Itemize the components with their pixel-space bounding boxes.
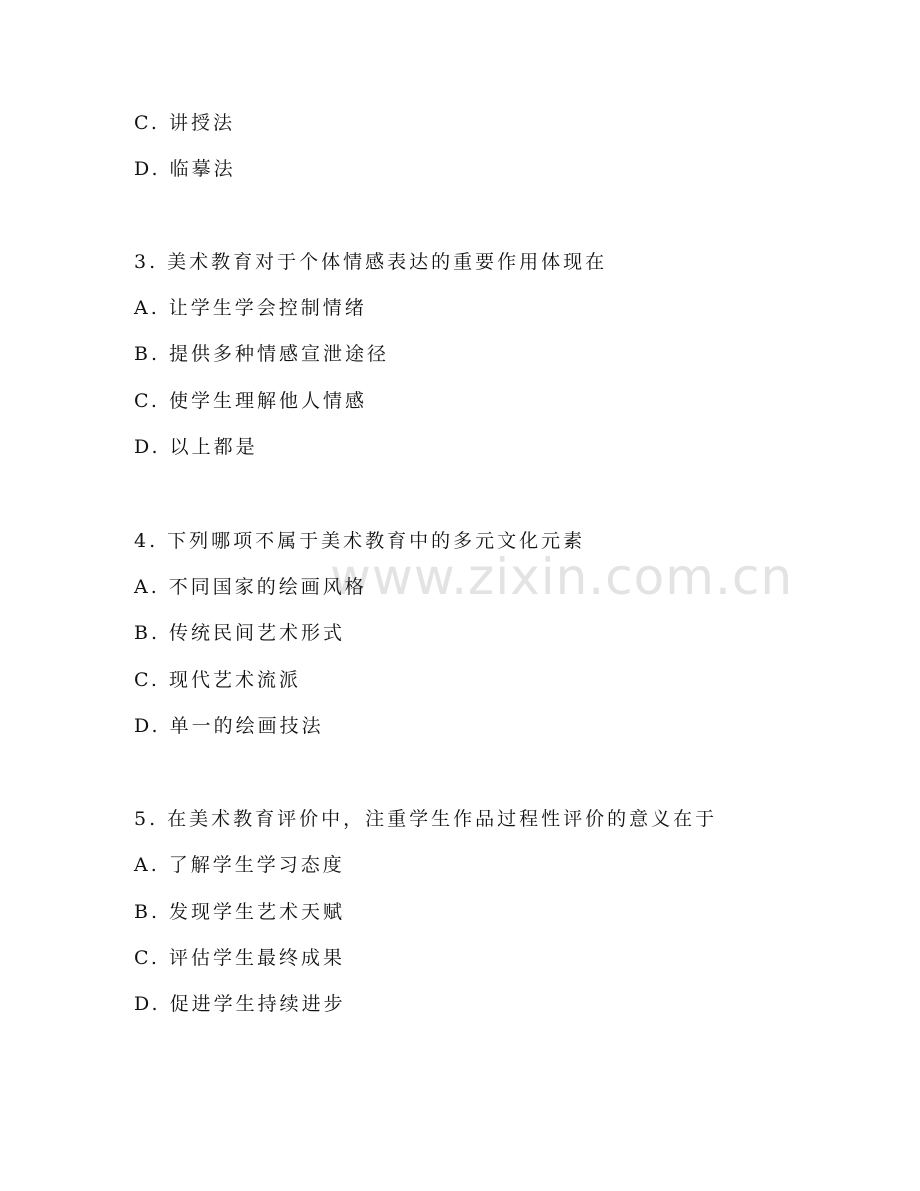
option-c-q2: C. 讲授法	[134, 112, 235, 134]
option-a-q5: A. 了解学生学习态度	[134, 854, 345, 876]
option-c-q5: C. 评估学生最终成果	[134, 947, 345, 969]
question-5: 5. 在美术教育评价中，注重学生作品过程性评价的意义在于	[134, 808, 718, 830]
question-4: 4. 下列哪项不属于美术教育中的多元文化元素	[134, 530, 586, 552]
option-d-q2: D. 临摹法	[134, 158, 236, 180]
option-d-q3: D. 以上都是	[134, 436, 258, 458]
option-b-q3: B. 提供多种情感宣泄途径	[134, 343, 390, 365]
option-b-q4: B. 传统民间艺术形式	[134, 622, 346, 644]
option-b-q5: B. 发现学生艺术天赋	[134, 901, 346, 923]
option-d-q4: D. 单一的绘画技法	[134, 715, 324, 737]
option-a-q3: A. 让学生学会控制情绪	[134, 297, 367, 319]
option-d-q5: D. 促进学生持续进步	[134, 993, 346, 1015]
option-c-q3: C. 使学生理解他人情感	[134, 390, 367, 412]
option-a-q4: A. 不同国家的绘画风格	[134, 576, 367, 598]
option-c-q4: C. 现代艺术流派	[134, 669, 301, 691]
question-3: 3. 美术教育对于个体情感表达的重要作用体现在	[134, 251, 608, 273]
watermark: www.zixin.com.cn	[330, 548, 794, 606]
